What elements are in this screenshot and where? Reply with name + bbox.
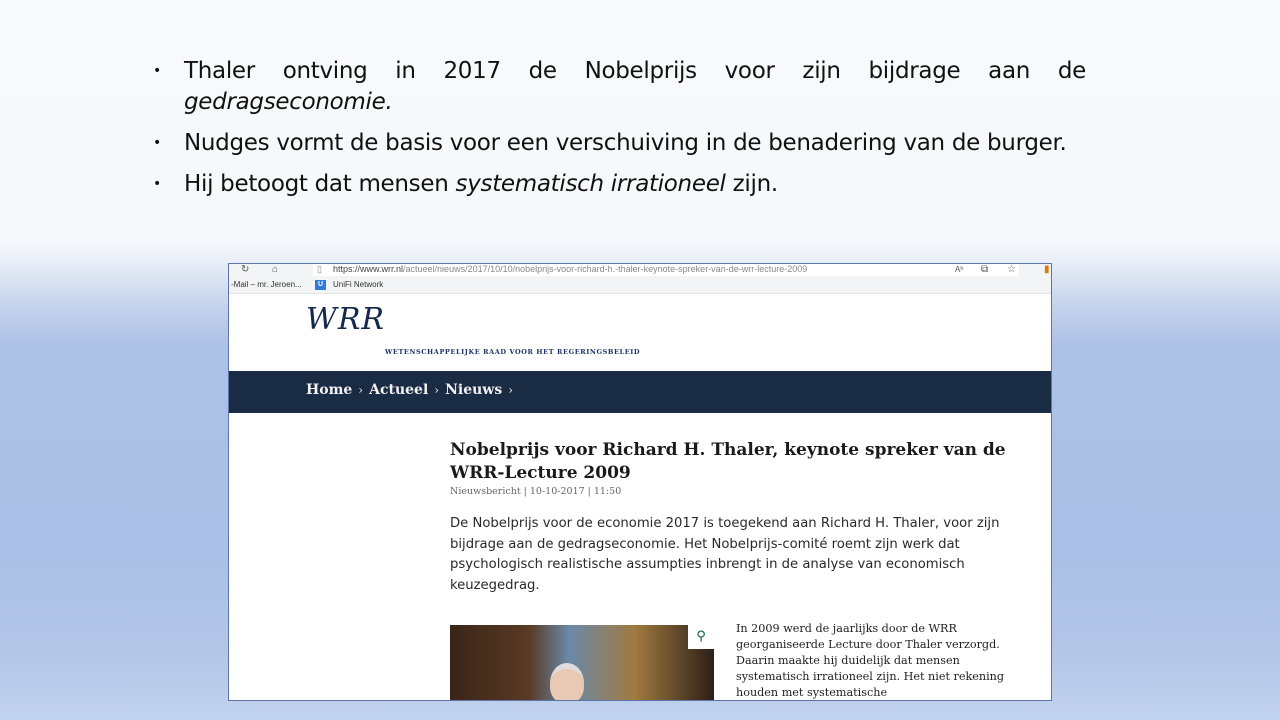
- address-bar-row: [229, 264, 1051, 277]
- breadcrumb: [306, 382, 519, 398]
- favorite-unifi[interactable]: UniFi Network: [333, 280, 384, 289]
- breadcrumb-bar: [229, 371, 1051, 413]
- bullet-item: [150, 128, 1086, 159]
- chevron-right-icon: ›: [358, 383, 364, 397]
- article-photo[interactable]: [450, 625, 714, 701]
- bullet-text-end: zijn.: [725, 171, 778, 197]
- bullet-text: Nudges vormt de basis voor een verschuiving in de benadering van de burger.: [184, 130, 1067, 156]
- url-field[interactable]: [313, 264, 1019, 276]
- unifi-icon: U: [315, 280, 326, 290]
- article-body: In 2009 werd de jaarlijks door de WRR georganiseerde Lecture door Thaler verzorgd. Daarin maakte hij duidelijk dat mensen systematisch irrationeel zijn. Het niet rekening houden met systematische: [736, 622, 1005, 699]
- read-aloud-icon[interactable]: Aʰ: [955, 265, 964, 274]
- site-header: [229, 294, 1051, 371]
- magnify-icon[interactable]: ⚲: [688, 625, 714, 649]
- favorites-bar: [229, 277, 1051, 294]
- browser-screenshot: [228, 263, 1052, 701]
- bullet-item: [150, 56, 1086, 118]
- home-icon[interactable]: ⌂: [272, 264, 279, 275]
- bullet-dot: •: [153, 63, 161, 79]
- bullet-emphasis: gedragseconomie.: [184, 89, 393, 115]
- slide-bullet-list: [150, 56, 1086, 210]
- favorite-mail[interactable]: -Mail – mr. Jeroen...: [231, 280, 302, 289]
- favorite-icon[interactable]: ☆: [1007, 264, 1016, 275]
- chevron-right-icon: ›: [508, 383, 514, 397]
- article-title: Nobelprijs voor Richard H. Thaler, keynote spreker van de WRR-Lecture 2009: [450, 440, 1006, 483]
- lock-icon: ▯: [317, 264, 322, 274]
- reload-icon[interactable]: ↻: [241, 264, 250, 275]
- bullet-dot: •: [153, 135, 161, 151]
- bullet-text: Hij betoogt dat mensen: [184, 171, 456, 197]
- bullet-emphasis: systematisch irrationeel: [455, 171, 726, 197]
- site-tagline: WETENSCHAPPELIJKE RAAD VOOR HET REGERINGSBELEID: [385, 348, 641, 356]
- breadcrumb-actueel[interactable]: Actueel: [369, 382, 429, 398]
- article-meta: Nieuwsbericht | 10-10-2017 | 11:50: [450, 486, 622, 497]
- article: [450, 439, 1010, 596]
- bullet-dot: •: [153, 176, 161, 192]
- speaker-figure: [550, 663, 584, 701]
- url-path: /actueel/nieuws/2017/10/10/nobelprijs-voor-richard-h.-thaler-keynote-spreker-van-de-wrr-lecture-2009: [403, 264, 808, 274]
- bullet-item: [150, 169, 1086, 200]
- article-lead: De Nobelprijs voor de economie 2017 is toegekend aan Richard H. Thaler, voor zijn bijdrage aan de gedragseconomie. Het Nobelprijs-comité roemt zijn werk dat psychologisch realistische assumpties inbrengt in de analyse van economisch keuzegedrag.: [450, 516, 1000, 593]
- chevron-right-icon: ›: [434, 383, 440, 397]
- extension-icon[interactable]: ▮: [1044, 264, 1050, 275]
- breadcrumb-home[interactable]: Home: [306, 382, 353, 398]
- url-domain: https://www.wrr.nl: [333, 264, 404, 274]
- bullet-text: Thaler ontving in 2017 de Nobelprijs voor zijn bijdrage aan de: [184, 58, 1086, 84]
- wrr-logo[interactable]: WRR: [306, 302, 386, 337]
- breadcrumb-nieuws[interactable]: Nieuws: [445, 382, 503, 398]
- split-screen-icon[interactable]: ⧉: [981, 264, 989, 275]
